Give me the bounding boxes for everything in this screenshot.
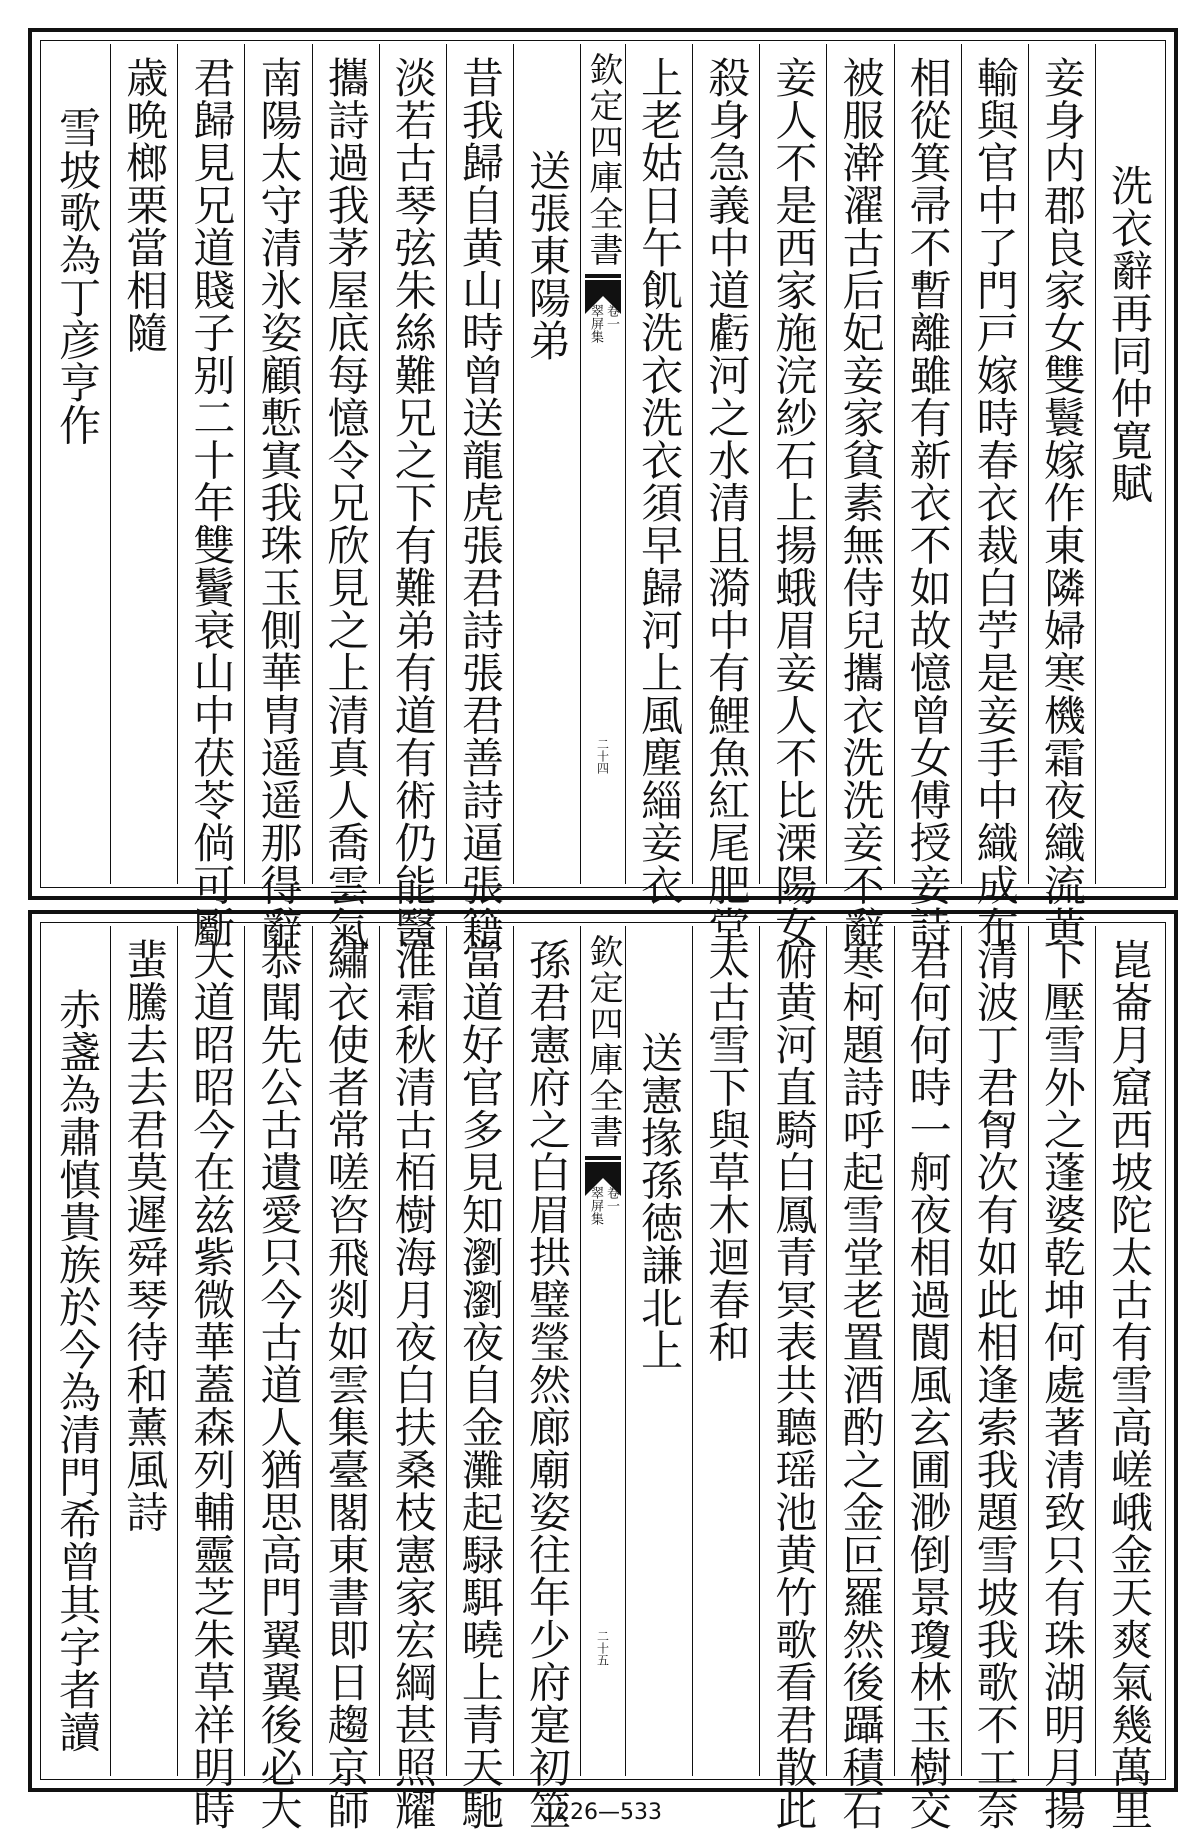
text-column (894, 44, 961, 949)
book-title: 欽定四庫全書 (583, 52, 623, 268)
center-gutter (580, 44, 625, 884)
center-gutter (580, 926, 625, 1776)
text-column (692, 926, 759, 1776)
poem-line: 相從箕帚不暫離雖有新衣不如故憶曾女傅授妾詩 (903, 56, 953, 949)
text-column (826, 44, 893, 949)
text-column (513, 926, 580, 1831)
poem-title: 送張東陽弟 (522, 149, 572, 362)
poem-line: 赤盞為肅慎貴族於今為清門希曾其字者讀 (53, 988, 103, 1753)
poem-line: 寒柯題詩呼起雪堂老置酒酌之金叵羅然後躡積石 (836, 938, 886, 1831)
text-column (961, 44, 1028, 949)
text-column (312, 926, 379, 1831)
poem-line: 南陽太守清氷姿顧慙寘我珠玉側華胄遥遥那得辭 (254, 56, 304, 949)
collection-name: 翠屏集 (587, 304, 603, 343)
poem-line: 淡若古琴弦朱絲難兄之下有難弟有道有術仍能醫 (388, 56, 438, 949)
poem-line: 輸與官中了門戸嫁時春衣裁白苧是妾手中織成布 (970, 56, 1020, 949)
catalog-page-number: 1226—533 (542, 1800, 662, 1825)
poem-line: 殺身急義中道虧河之水清且漪中有鯉魚紅尾肥堂 (702, 56, 752, 949)
text-column (244, 44, 311, 949)
text-column (44, 926, 110, 1776)
poem-line: 恭聞先公古遺愛只今古道人猶思高門翼翼後必大 (254, 938, 304, 1831)
text-column (312, 44, 379, 949)
poem-line: 妾身内郡良家女雙鬟嫁作東隣婦寒機霜夜織流黄 (1037, 56, 1087, 949)
text-column (177, 926, 244, 1831)
poem-title: 雪坡歌為丁彦亨作 (53, 106, 103, 446)
text-column (1095, 926, 1162, 1831)
text-column (1028, 44, 1095, 949)
poem-line: 俯黄河直騎白鳳青冥表共聽瑶池黄竹歌看君散此 (769, 938, 819, 1831)
poem-line: 昔我歸自黄山時曾送龍虎張君詩張君善詩逼張籍 (455, 56, 505, 949)
page-number: 二十四 (595, 738, 610, 774)
poem-title: 送憲掾孫徳謙北上 (635, 1031, 685, 1371)
poem-line: 當道好官多見知瀏瀏夜自金灘起騄駬曉上青天馳 (455, 938, 505, 1831)
text-column (1095, 44, 1162, 884)
text-column (759, 44, 826, 949)
collection-name: 翠屏集 (587, 1186, 603, 1225)
volume-number: 卷一 (604, 304, 619, 330)
poem-line: 君歸見兄道賤子别二十年雙鬢衰山中茯苓倘可斸 (187, 56, 237, 949)
text-column (244, 926, 311, 1831)
text-column (759, 926, 826, 1831)
poem-title: 洗衣辭再同仲寛賦 (1104, 164, 1154, 504)
text-column (446, 44, 513, 949)
text-column (44, 44, 110, 884)
text-column (513, 44, 580, 884)
poem-line: 君何何時一舸夜相過閬風玄圃渺倒景瓊林玉樹交 (903, 938, 953, 1831)
book-title: 欽定四庫全書 (583, 934, 623, 1150)
volume-number: 卷一 (604, 1186, 619, 1212)
text-column (110, 926, 177, 1776)
text-column (894, 926, 961, 1831)
text-column (379, 926, 446, 1831)
poem-line: 孫君憲府之白眉拱璧瑩然廊廟姿往年少府寔初筮 (522, 938, 572, 1831)
text-column (110, 44, 177, 884)
text-column (625, 44, 692, 906)
text-column (625, 926, 692, 1776)
poem-line: 上老姑日午飢洗衣洗衣須早歸河上風塵緇妾衣 (635, 56, 685, 906)
page-number: 二十五 (595, 1630, 610, 1666)
poem-line: 被服澣濯古后妃妾家貧素無侍兒攜衣洗洗妾不辭 (836, 56, 886, 949)
poem-line: 天道昭昭今在兹紫微華蓋森列輔靈芝朱草祥明時 (187, 938, 237, 1831)
upper-page-columns (44, 44, 1162, 949)
text-column (446, 926, 513, 1831)
text-column (1028, 926, 1095, 1831)
poem-line: 下壓雪外之蓬婆乾坤何處著清致只有珠湖明月揚 (1037, 938, 1087, 1831)
text-column (177, 44, 244, 949)
poem-line: 太古雪下與草木迴春和 (702, 938, 752, 1363)
text-column (692, 44, 759, 949)
poem-line: 清波丁君胷次有如此相逢索我題雪坡我歌不工奈 (970, 938, 1020, 1831)
text-column (379, 44, 446, 949)
upper-page (28, 28, 1178, 949)
poem-line: 蜚騰去去君莫遲舜琴待和薰風詩 (120, 938, 170, 1533)
poem-line: 淮霜秋清古栢樹海月夜白扶桑枝憲家宏綱甚照耀 (388, 938, 438, 1831)
poem-line: 妾人不是西家施浣紗石上揚蛾眉妾人不比溧陽女 (769, 56, 819, 949)
text-column (961, 926, 1028, 1831)
poem-line: 繡衣使者常嗟咨飛剡如雲集臺閣東書即日趨京師 (321, 938, 371, 1831)
poem-line: 崑崙月窟西坡陀太古有雪高嵯峨金天爽氣幾萬里 (1104, 938, 1154, 1831)
poem-line: 攜詩過我茅屋底每憶令兄欣見之上清真人喬雲氣 (321, 56, 371, 949)
text-column (826, 926, 893, 1831)
poem-line: 歳晩榔栗當相隨 (120, 56, 170, 354)
